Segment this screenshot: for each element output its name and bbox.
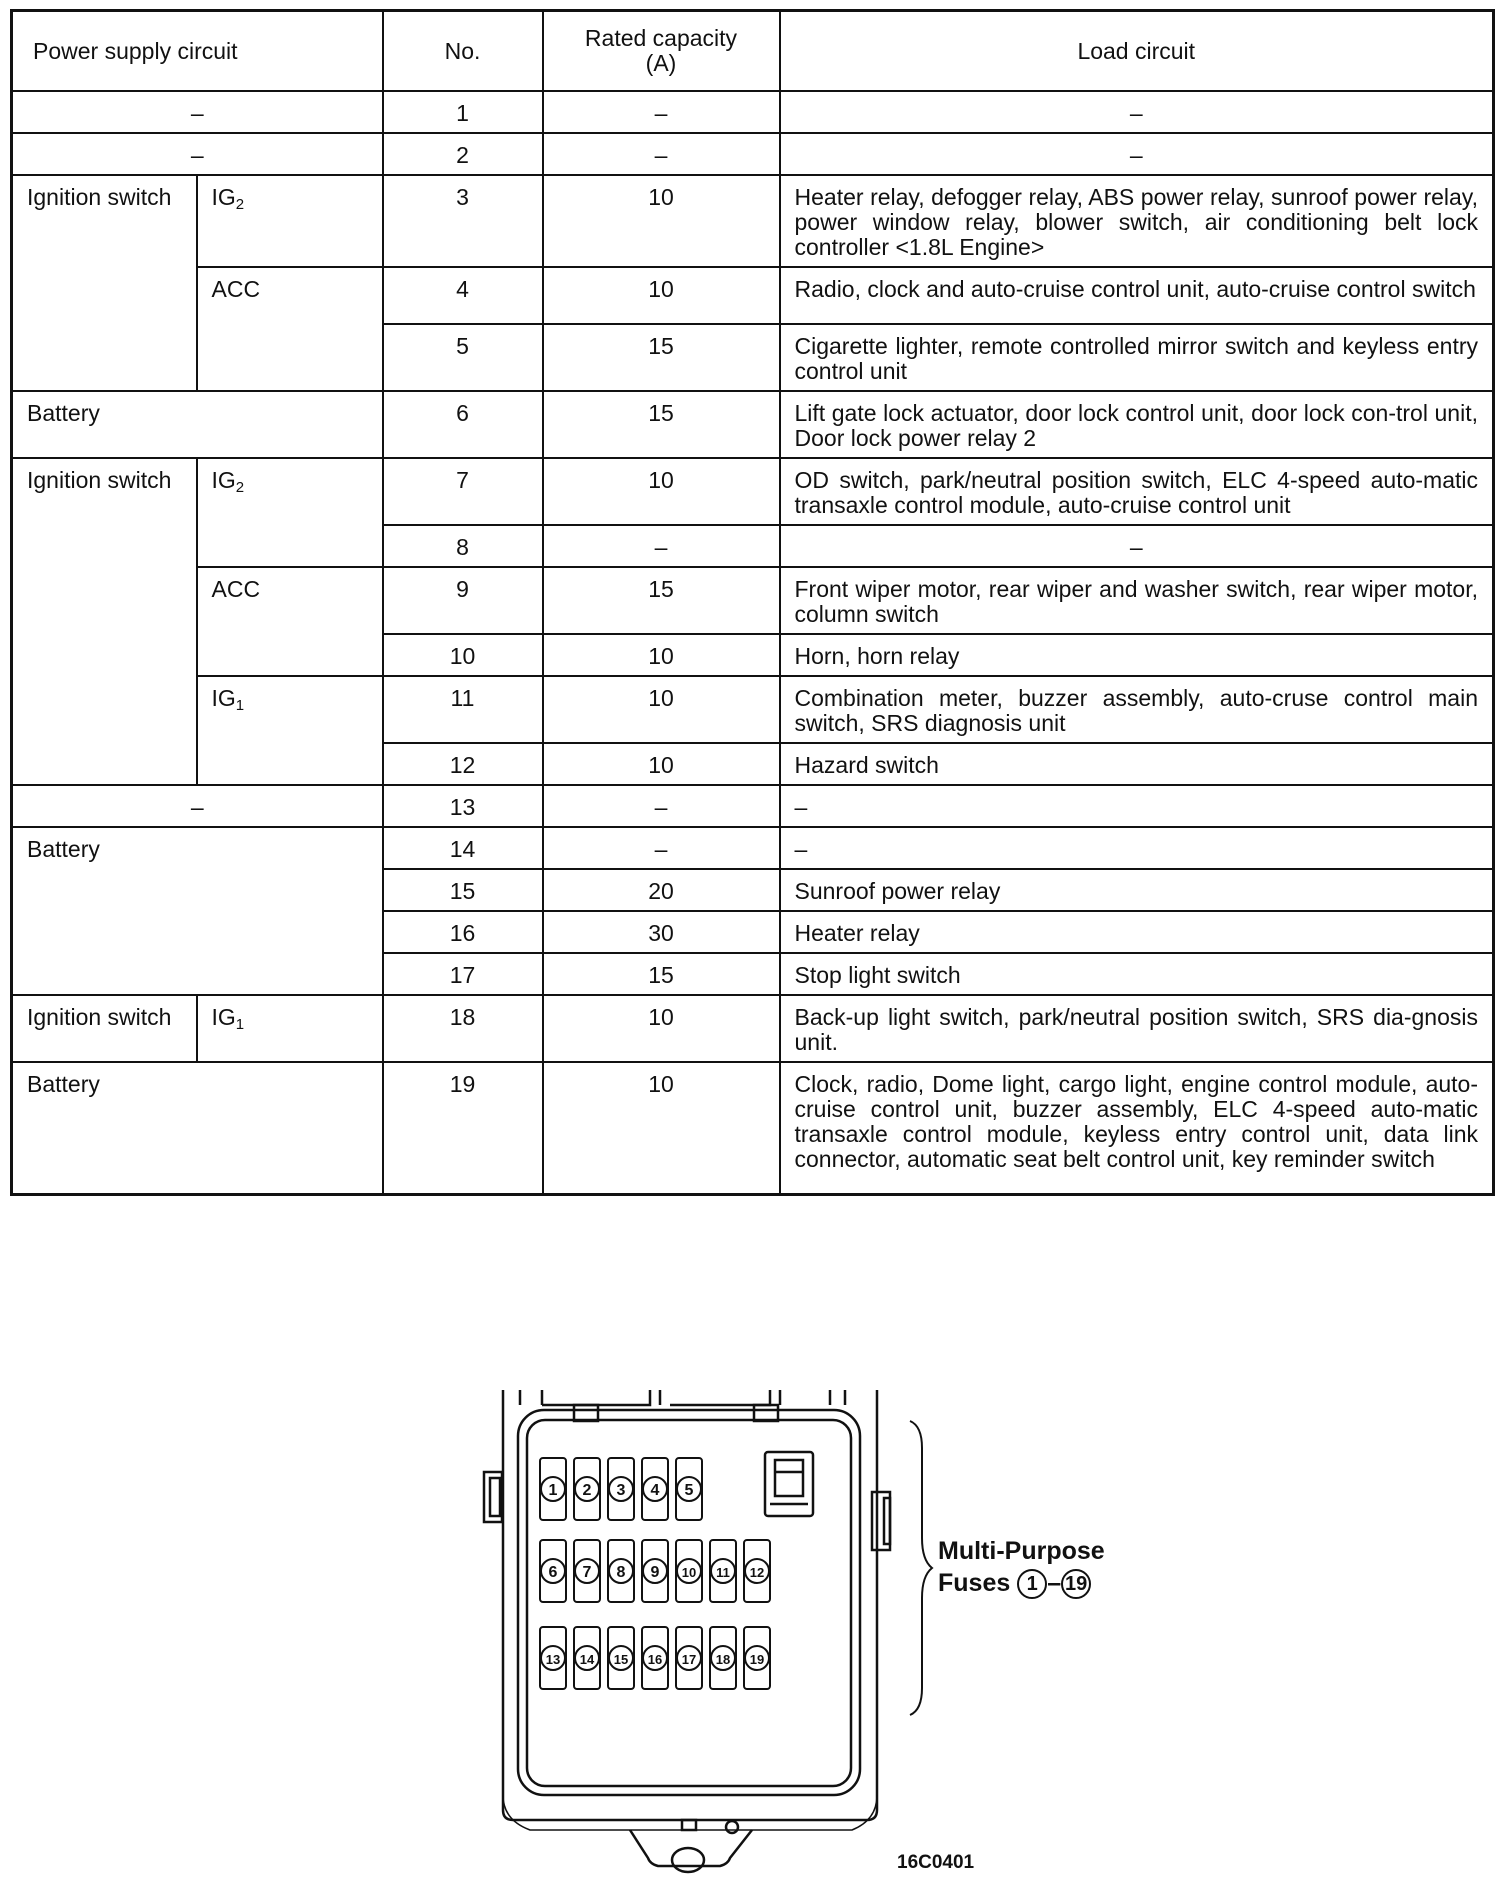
load-circuit: Clock, radio, Dome light, cargo light, engine control module, auto-cruise control unit, buzzer assembly, ELC 4-speed auto-matic transaxle control module, keyless entry control unit, data link connector, automatic seat belt control unit, key reminder switch <box>780 1062 1494 1194</box>
load-circuit: – <box>780 133 1494 175</box>
fuse-table <box>10 9 1495 1196</box>
fuse-slot-2 <box>574 1458 600 1520</box>
fuse-slot-5 <box>676 1458 702 1520</box>
rated-capacity: 15 <box>543 391 780 458</box>
load-circuit: OD switch, park/neutral position switch, ELC 4-speed auto-matic transaxle control module, auto-cruise control unit <box>780 458 1494 525</box>
fuse-number: 11 <box>716 1565 730 1580</box>
load-circuit: Cigarette lighter, remote controlled mirror switch and keyless entry control unit <box>780 324 1494 391</box>
fuse-number: 2 <box>582 1482 592 1499</box>
table-row <box>12 133 1494 175</box>
power-cell: Battery <box>12 391 383 458</box>
header-row <box>12 11 1494 92</box>
fuse-no: 1 <box>383 91 543 133</box>
rated-capacity: – <box>543 133 780 175</box>
load-circuit: Radio, clock and auto-cruise control unit, auto-cruise control switch <box>780 267 1494 324</box>
fuse-no: 17 <box>383 953 543 995</box>
load-circuit: Sunroof power relay <box>780 869 1494 911</box>
fuse-no: 18 <box>383 995 543 1062</box>
caption-line2 <box>938 1567 1105 1599</box>
rated-capacity: 15 <box>543 567 780 634</box>
load-circuit: Front wiper motor, rear wiper and washer switch, rear wiper motor, column switch <box>780 567 1494 634</box>
fuse-box-diagram <box>470 1380 910 1878</box>
header-rated-line2: (A) <box>645 50 677 76</box>
fuse-slot-16 <box>642 1627 668 1689</box>
fuse-slot-6 <box>540 1540 566 1602</box>
load-circuit: – <box>780 827 1494 869</box>
range-end: 19 <box>1061 1569 1091 1599</box>
fuse-number: 8 <box>616 1564 626 1581</box>
fuse-number: 18 <box>715 1652 731 1667</box>
header-power: Power supply circuit <box>12 11 383 92</box>
fuse-no: 9 <box>383 567 543 634</box>
rated-capacity: 10 <box>543 1062 780 1194</box>
header-load: Load circuit <box>780 11 1494 92</box>
power-cell: Ignition switch <box>12 175 197 391</box>
caption-fuses: Fuses <box>938 1569 1011 1597</box>
load-circuit: Heater relay, defogger relay, ABS power relay, sunroof power relay, power window relay, blower switch, air conditioning belt lock controller <1.8L Engine> <box>780 175 1494 267</box>
fuse-number: 5 <box>684 1482 694 1499</box>
rated-capacity: 15 <box>543 953 780 995</box>
fuse-number: 15 <box>613 1652 629 1667</box>
fuse-slot-17 <box>676 1627 702 1689</box>
fuse-no: 6 <box>383 391 543 458</box>
rated-capacity: 10 <box>543 995 780 1062</box>
rated-capacity: – <box>543 525 780 567</box>
sub-circuit-label: IG <box>211 467 236 493</box>
fuse-number: 1 <box>548 1482 558 1499</box>
fuse-no: 10 <box>383 634 543 676</box>
table-row <box>12 827 1494 869</box>
power-cell: Battery <box>12 827 383 995</box>
sub-circuit-index: 1 <box>235 1016 245 1033</box>
fuse-number: 13 <box>545 1652 561 1667</box>
table-row <box>12 175 1494 267</box>
range-separator: – <box>1047 1569 1062 1597</box>
rated-capacity: 10 <box>543 458 780 525</box>
sub-circuit <box>197 175 383 267</box>
fuse-caption <box>938 1535 1105 1599</box>
fuse-no: 4 <box>383 267 543 324</box>
rated-capacity: 30 <box>543 911 780 953</box>
fuse-slot-7 <box>574 1540 600 1602</box>
power-cell: Battery <box>12 1062 383 1194</box>
table-row <box>12 1062 1494 1194</box>
rated-capacity: 10 <box>543 175 780 267</box>
table-row <box>12 267 1494 324</box>
fuse-slot-11 <box>710 1540 736 1602</box>
fuse-no: 16 <box>383 911 543 953</box>
load-circuit: Combination meter, buzzer assembly, auto-cruse control main switch, SRS diagnosis unit <box>780 676 1494 743</box>
rated-capacity: – <box>543 91 780 133</box>
fuse-number: 16 <box>647 1652 663 1667</box>
fuse-no: 15 <box>383 869 543 911</box>
fuse-no: 14 <box>383 827 543 869</box>
load-circuit: – <box>780 525 1494 567</box>
fuse-slot-3 <box>608 1458 634 1520</box>
fuse-no: 8 <box>383 525 543 567</box>
fuse-slot-15 <box>608 1627 634 1689</box>
fuse-number: 3 <box>616 1482 626 1499</box>
fuse-slot-13 <box>540 1627 566 1689</box>
load-circuit: Lift gate lock actuator, door lock control unit, door lock con-trol unit, Door lock power relay 2 <box>780 391 1494 458</box>
power-cell: – <box>12 785 383 827</box>
range-start: 1 <box>1017 1569 1047 1599</box>
rated-capacity: 15 <box>543 324 780 391</box>
load-circuit: Horn, horn relay <box>780 634 1494 676</box>
fuse-no: 12 <box>383 743 543 785</box>
rated-capacity: – <box>543 785 780 827</box>
load-circuit: Back-up light switch, park/neutral position switch, SRS dia-gnosis unit. <box>780 995 1494 1062</box>
figure-code: 16C0401 <box>897 1852 975 1873</box>
power-cell: Ignition switch <box>12 458 197 785</box>
header-no: No. <box>383 11 543 92</box>
rated-capacity: 10 <box>543 634 780 676</box>
power-cell: – <box>12 133 383 175</box>
power-cell: – <box>12 91 383 133</box>
rated-capacity: 10 <box>543 743 780 785</box>
table-row <box>12 458 1494 525</box>
bracket <box>900 1418 940 1718</box>
fuse-number: 19 <box>749 1652 765 1667</box>
sub-circuit <box>197 458 383 567</box>
fuse-slot-14 <box>574 1627 600 1689</box>
sub-circuit-label: IG <box>211 184 236 210</box>
fuse-number: 7 <box>582 1564 592 1581</box>
rated-capacity: 10 <box>543 267 780 324</box>
table-row <box>12 91 1494 133</box>
load-circuit: Heater relay <box>780 911 1494 953</box>
fuse-no: 19 <box>383 1062 543 1194</box>
table-row <box>12 995 1494 1062</box>
fuse-no: 11 <box>383 676 543 743</box>
sub-circuit: ACC <box>197 567 383 676</box>
table-row <box>12 785 1494 827</box>
fuse-no: 5 <box>383 324 543 391</box>
sub-circuit <box>197 676 383 785</box>
table-row <box>12 676 1494 743</box>
load-circuit: Stop light switch <box>780 953 1494 995</box>
fuse-slot-4 <box>642 1458 668 1520</box>
caption-line1: Multi-Purpose <box>938 1537 1105 1565</box>
sub-circuit: ACC <box>197 267 383 391</box>
sub-circuit-index: 2 <box>235 196 245 213</box>
sub-circuit <box>197 995 383 1062</box>
table-row <box>12 391 1494 458</box>
rated-capacity: 20 <box>543 869 780 911</box>
load-circuit: – <box>780 91 1494 133</box>
fuse-no: 2 <box>383 133 543 175</box>
load-circuit: Hazard switch <box>780 743 1494 785</box>
sub-circuit-label: IG <box>211 685 236 711</box>
fuse-slot-1 <box>540 1458 566 1520</box>
fuse-number: 10 <box>681 1565 697 1580</box>
sub-circuit-index: 1 <box>235 697 245 714</box>
fuse-number: 17 <box>681 1652 697 1667</box>
fuse-slot-18 <box>710 1627 736 1689</box>
header-rated-line1: Rated capacity <box>584 25 738 51</box>
fuse-no: 3 <box>383 175 543 267</box>
header-rated <box>543 11 780 92</box>
power-cell: Ignition switch <box>12 995 197 1062</box>
fuse-number: 9 <box>650 1564 660 1581</box>
fuse-number: 6 <box>548 1564 558 1581</box>
fuse-number: 12 <box>749 1565 765 1580</box>
fuse-slot-8 <box>608 1540 634 1602</box>
sub-circuit-index: 2 <box>235 479 245 496</box>
fuse-slot-19 <box>744 1627 770 1689</box>
fuse-no: 13 <box>383 785 543 827</box>
fuse-number: 14 <box>579 1652 595 1667</box>
load-circuit: – <box>780 785 1494 827</box>
fuse-slot-9 <box>642 1540 668 1602</box>
table-row <box>12 567 1494 634</box>
rated-capacity: 10 <box>543 676 780 743</box>
fuse-slot-12 <box>744 1540 770 1602</box>
rated-capacity: – <box>543 827 780 869</box>
fuse-no: 7 <box>383 458 543 525</box>
fuse-number: 4 <box>650 1482 660 1499</box>
fuse-slot-10 <box>676 1540 702 1602</box>
sub-circuit-label: IG <box>211 1004 236 1030</box>
